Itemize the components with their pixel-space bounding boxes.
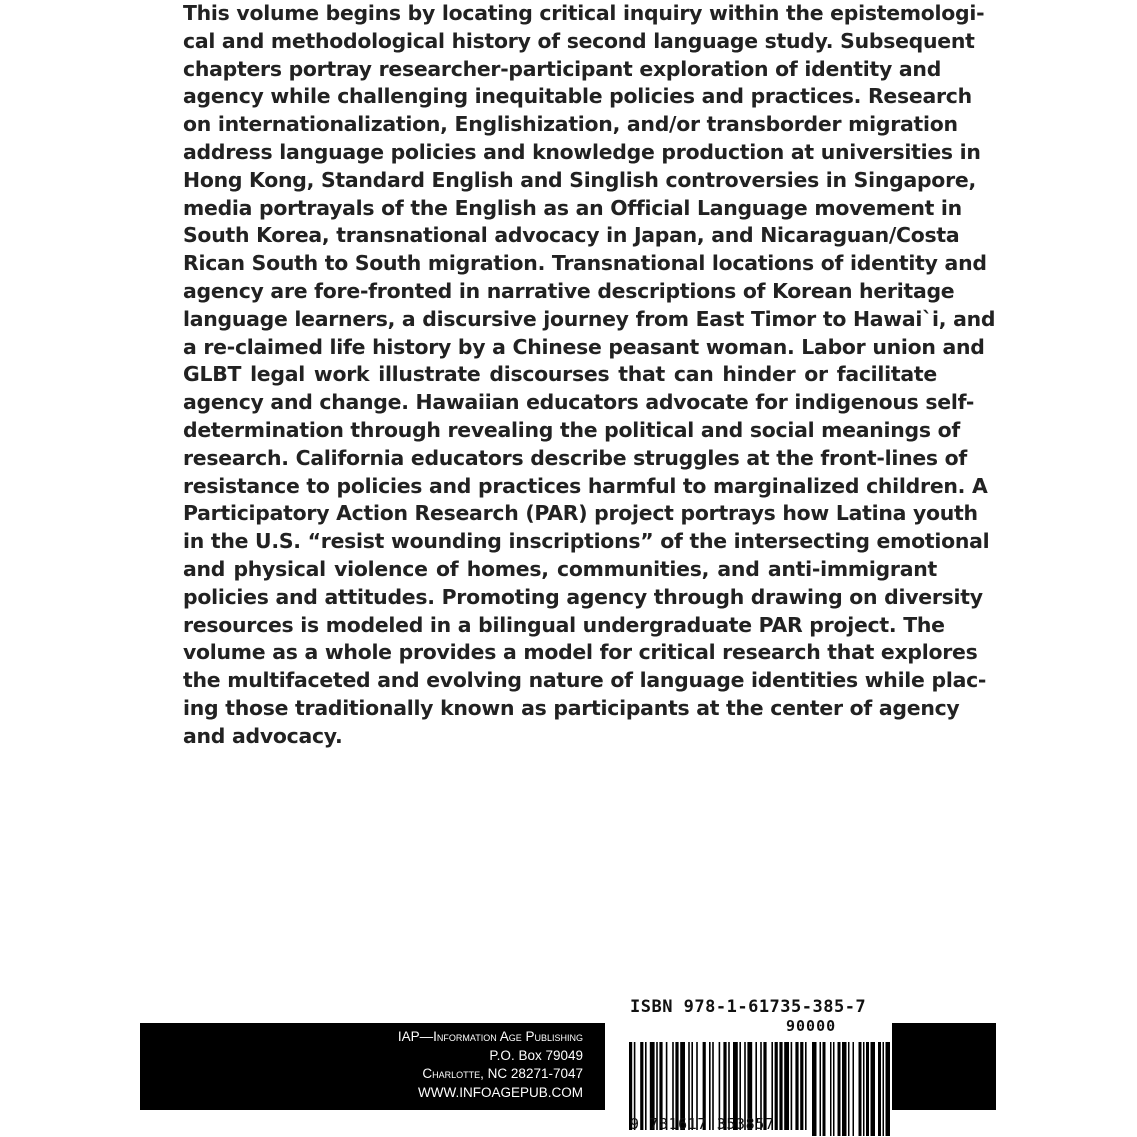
blurb-line: language learners, a discursive journey from East Timor to Hawai`i, and	[183, 306, 996, 331]
publisher-info	[140, 1023, 583, 1110]
barcode-bar	[795, 1042, 798, 1130]
blurb-line: in the U.S. “resist wounding inscriptions” of the intersecting emotional	[183, 529, 990, 554]
blurb-line: media portrayals of the English as an Official Language movement in	[183, 195, 962, 220]
blurb-line: and advocacy.	[183, 723, 343, 748]
barcode-addon-bar	[883, 1042, 885, 1136]
barcode-addon-bar	[848, 1042, 850, 1136]
blurb-line: determination through revealing the political and social meanings of	[183, 417, 960, 442]
barcode-bar	[791, 1042, 793, 1130]
blurb-line: chapters portray researcher-participant exploration of identity and	[183, 56, 942, 81]
ean-left-group: 781617	[649, 1115, 708, 1133]
barcode-addon-bar	[820, 1042, 822, 1136]
blurb-line: volume as a whole provides a model for critical research that explores	[183, 640, 978, 665]
barcode-addon-bar	[830, 1042, 832, 1136]
blurb-line: on internationalization, Englishization, and/or transborder migration	[183, 112, 958, 137]
barcode-bar	[805, 1042, 807, 1130]
barcode-addon-bar	[812, 1042, 817, 1136]
barcode-addon-bar	[871, 1042, 876, 1136]
barcode-addon-bar	[878, 1042, 881, 1136]
barcode-bar	[775, 1042, 778, 1130]
blurb-line: resources is modeled in a bilingual undergraduate PAR project. The	[183, 612, 945, 637]
barcode-addon-bar	[833, 1042, 835, 1136]
barcode-addon-bar	[886, 1042, 891, 1136]
blurb-line: and physical violence of homes, communities, and anti-immigrant	[183, 556, 937, 581]
blurb-line: the multifaceted and evolving nature of language identities while plac-	[183, 668, 987, 693]
ean-right-group: 353857	[716, 1115, 775, 1133]
barcode-addon-bar	[859, 1042, 862, 1136]
blurb-line: address language policies and knowledge production at universities in	[183, 139, 981, 164]
barcode-addon-bar	[866, 1042, 869, 1136]
barcode-addon-bar	[863, 1042, 865, 1136]
blurb-line: Hong Kong, Standard English and Singlish controversies in Singapore,	[183, 167, 976, 192]
blurb-line: South Korea, transnational advocacy in Japan, and Nicaraguan/Costa	[183, 223, 960, 248]
ean-first-digit: 9	[630, 1115, 640, 1133]
blurb-line: cal and methodological history of second language study. Subsequent	[183, 28, 975, 53]
barcode-digits	[630, 1115, 775, 1133]
blurb-line: policies and attitudes. Promoting agency through drawing on diversity	[183, 584, 983, 609]
blurb-line: Rican South to South migration. Transnational locations of identity and	[183, 251, 987, 276]
publisher-website: WWW.INFOAGEPUB.COM	[418, 1084, 583, 1100]
blurb-line: GLBT legal work illustrate discourses that can hinder or facilitate	[183, 362, 937, 387]
blurb-line: agency while challenging inequitable policies and practices. Research	[183, 84, 972, 109]
barcode-addon-bar	[842, 1042, 847, 1136]
barcode-addon-bar	[823, 1042, 826, 1136]
back-cover-blurb	[183, 0, 996, 751]
blurb-line: agency are fore-fronted in narrative descriptions of Korean heritage	[183, 278, 955, 303]
blurb-line: ing those traditionally known as participants at the center of agency	[183, 695, 960, 720]
barcode-bar	[779, 1042, 782, 1130]
blurb-line: research. California educators describe struggles at the front-lines of	[183, 445, 968, 470]
barcode-addon-price: 90000	[786, 1017, 837, 1035]
blurb-line: a re-claimed life history by a Chinese peasant woman. Labor union and	[183, 334, 985, 359]
publisher-name: IAP—Information Age Publishing	[397, 1029, 583, 1044]
barcode-bar	[784, 1042, 789, 1130]
blurb-line: Participatory Action Research (PAR) project portrays how Latina youth	[183, 501, 978, 526]
blurb-line: agency and change. Hawaiian educators advocate for indigenous self-	[183, 390, 975, 415]
blurb-line: This volume begins by locating critical inquiry within the epistemologi-	[183, 1, 985, 25]
barcode-addon-bar	[853, 1042, 855, 1136]
barcode-bar	[800, 1042, 803, 1130]
publisher-address-line-1: P.O. Box 79049	[489, 1047, 583, 1063]
barcode-addon-bar	[838, 1042, 841, 1136]
blurb-line: resistance to policies and practices harmful to marginalized children. A	[183, 473, 988, 498]
isbn-label: ISBN 978-1-61735-385-7	[630, 997, 867, 1017]
publisher-address-line-2: Charlotte, NC 28271-7047	[422, 1066, 583, 1081]
